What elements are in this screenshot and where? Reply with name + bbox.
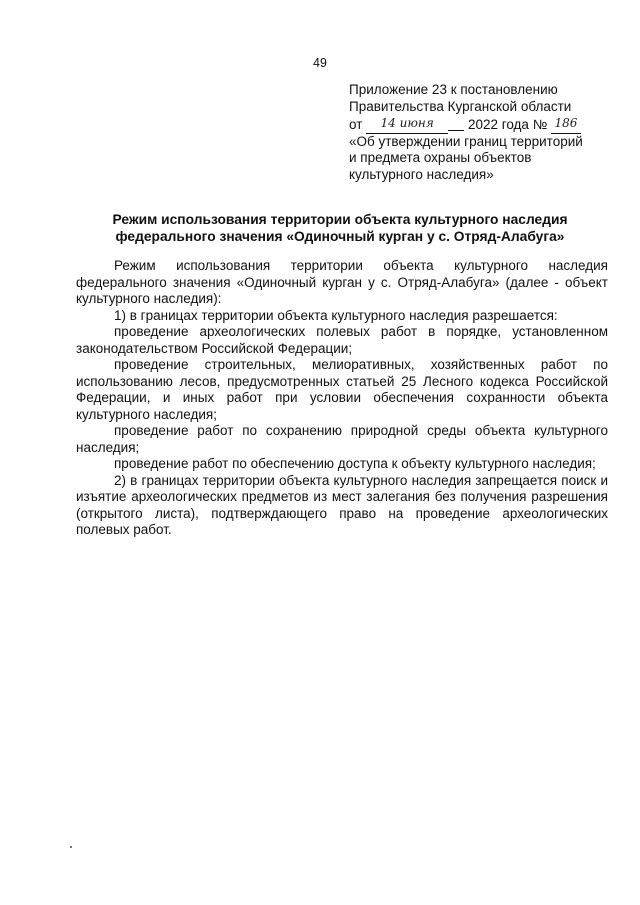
date-year: 2022 года № <box>467 116 548 132</box>
document-body <box>76 258 608 539</box>
date-blank-tail <box>448 116 464 131</box>
document-title <box>60 211 620 245</box>
appendix-line-2: Правительства Курганской области <box>349 98 572 114</box>
date-prefix: от <box>349 116 363 132</box>
paragraph: 1) в границах территории объекта культурного наследия разрешается: <box>114 307 558 323</box>
paragraph: проведение работ по обеспечению доступа к объекту культурного наследия; <box>114 456 596 471</box>
scan-speck <box>70 846 72 848</box>
appendix-block <box>349 82 619 184</box>
number-blank <box>551 115 581 134</box>
paragraph: проведение строительных, мелиоративных, хозяйственных работ по использованию лесов, предусмотренных статьей 25 Лесного кодекса Российской Федерации, и иных работ при условии обеспечения сохранности объекта культурного наследия; <box>76 357 608 422</box>
paragraph: проведение археологических полевых работ в порядке, установленном законодательством Российской Федерации; <box>76 324 608 356</box>
page-number: 49 <box>313 56 327 70</box>
handwritten-number: 186 <box>554 115 578 130</box>
paragraph: проведение работ по сохранению природной среды объекта культурного наследия; <box>76 423 608 455</box>
paragraph: 2) в границах территории объекта культурного наследия запрещается поиск и изъятие археологических предметов из мест залегания без получения разрешения (открытого листа), подтверждающего право на проведение археологических полевых работ. <box>76 472 608 537</box>
title-line-2: федерального значения «Одиночный курган у с. Отряд-Алабуга» <box>115 229 565 244</box>
date-blank <box>366 115 448 134</box>
appendix-line-4: «Об утверждении границ территорий <box>349 133 583 149</box>
appendix-line-5: и предмета охраны объектов <box>349 150 532 166</box>
appendix-line-1: Приложение 23 к постановлению <box>349 82 558 97</box>
paragraph: Режим использования территории объекта культурного наследия федерального значения «Одиночный курган у с. Отряд-Алабуга» (далее - объект культурного наследия): <box>76 258 608 306</box>
title-line-1: Режим использования территории объекта культурного наследия <box>112 212 568 227</box>
handwritten-date: 14 июня <box>380 115 434 130</box>
appendix-line-6: культурного наследия» <box>349 167 494 183</box>
appendix-date-line <box>349 116 619 134</box>
